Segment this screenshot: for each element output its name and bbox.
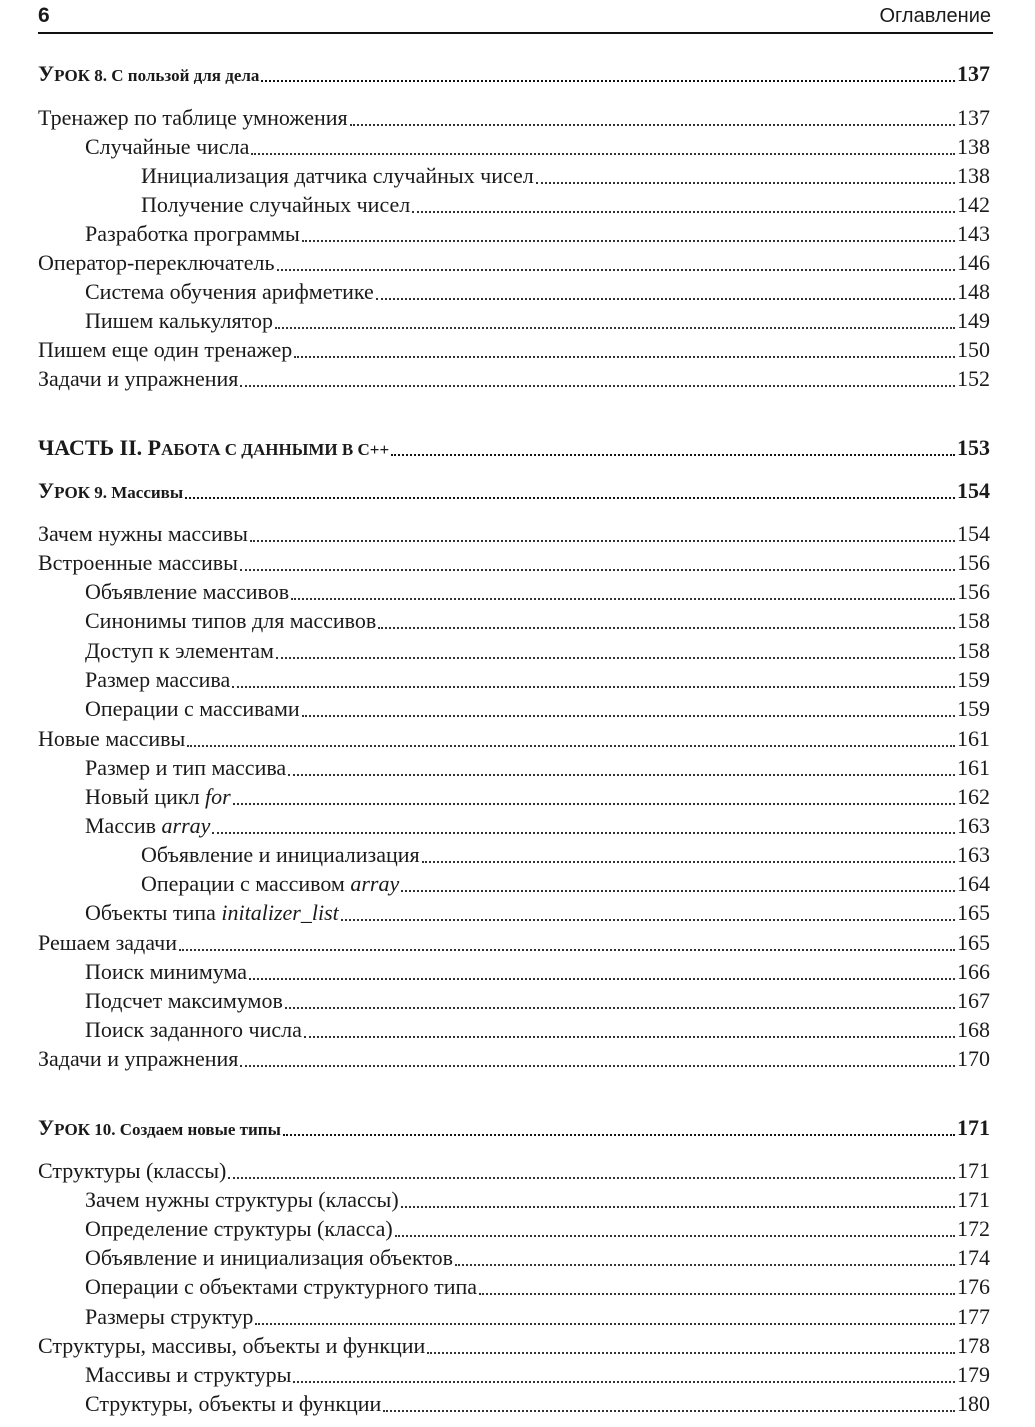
toc-chapter-lesson-10[interactable]: УРОК 10. Создаем новые типы 171	[38, 1115, 990, 1140]
toc-chapter-lesson-8[interactable]: УРОК 8. С пользой для дела 137	[38, 61, 990, 86]
toc-entry[interactable]: Массив array 163	[85, 813, 990, 838]
toc-entry[interactable]: Определение структуры (класса) 172	[85, 1216, 990, 1241]
toc-entry[interactable]: Объявление и инициализация объектов 174	[85, 1245, 990, 1270]
toc-entry[interactable]: Операции с массивами 159	[85, 696, 990, 721]
page-header	[38, 4, 993, 34]
toc-entry[interactable]: Новый цикл for 162	[85, 784, 990, 809]
toc-entry[interactable]: Получение случайных чисел 142	[141, 192, 990, 217]
toc-entry[interactable]: Зачем нужны массивы 154	[38, 521, 990, 546]
toc-entry[interactable]: Объявление и инициализация 163	[141, 842, 990, 867]
page-number: 6	[38, 4, 50, 27]
toc-entry[interactable]: Синонимы типов для массивов 158	[85, 608, 990, 633]
toc-entry[interactable]: Пишем еще один тренажер 150	[38, 337, 990, 362]
toc-entry[interactable]: Структуры, объекты и функции 180	[85, 1391, 990, 1416]
running-title: Оглавление	[879, 5, 991, 27]
toc-entry[interactable]: Система обучения арифметике 148	[85, 279, 990, 304]
toc-entry[interactable]: Размер и тип массива 161	[85, 755, 990, 780]
toc-entry[interactable]: Решаем задачи 165	[38, 930, 990, 955]
toc-entry[interactable]: Встроенные массивы 156	[38, 550, 990, 575]
toc-entry[interactable]: Поиск минимума 166	[85, 959, 990, 984]
toc-chapter-lesson-9[interactable]: УРОК 9. Массивы 154	[38, 478, 990, 503]
toc-entry[interactable]: Инициализация датчика случайных чисел 138	[141, 163, 990, 188]
toc-entry[interactable]: Структуры (классы) 171	[38, 1158, 990, 1183]
toc-entry[interactable]: Задачи и упражнения 152	[38, 366, 990, 391]
toc-entry[interactable]: Объекты типа initalizer_list 165	[85, 900, 990, 925]
toc-entry[interactable]: Подсчет максимумов 167	[85, 988, 990, 1013]
toc-entry[interactable]: Операции с объектами структурного типа 176	[85, 1274, 990, 1299]
toc-entry[interactable]: Размер массива 159	[85, 667, 990, 692]
toc-entry[interactable]: Случайные числа 138	[85, 134, 990, 159]
toc-entry[interactable]: Операции с массивом array 164	[141, 871, 990, 896]
toc-entry[interactable]: Оператор-переключатель 146	[38, 250, 990, 275]
toc-entry[interactable]: Поиск заданного числа 168	[85, 1017, 990, 1042]
toc-entry[interactable]: Зачем нужны структуры (классы) 171	[85, 1187, 990, 1212]
toc-entry[interactable]: Массивы и структуры 179	[85, 1362, 990, 1387]
toc-entry[interactable]: Доступ к элементам 158	[85, 638, 990, 663]
toc-entry[interactable]: Задачи и упражнения 170	[38, 1046, 990, 1071]
toc-entry[interactable]: Пишем калькулятор 149	[85, 308, 990, 333]
toc-entry[interactable]: Новые массивы 161	[38, 726, 990, 751]
toc-part-2[interactable]: ЧАСТЬ II. РАБОТА С ДАННЫМИ В C++ 153	[38, 435, 990, 460]
toc-entry[interactable]: Тренажер по таблице умножения 137	[38, 105, 990, 130]
toc-entry[interactable]: Разработка программы 143	[85, 221, 990, 246]
toc-entry[interactable]: Структуры, массивы, объекты и функции 178	[38, 1333, 990, 1358]
toc-entry[interactable]: Размеры структур 177	[85, 1304, 990, 1329]
toc-entry[interactable]: Объявление массивов 156	[85, 579, 990, 604]
